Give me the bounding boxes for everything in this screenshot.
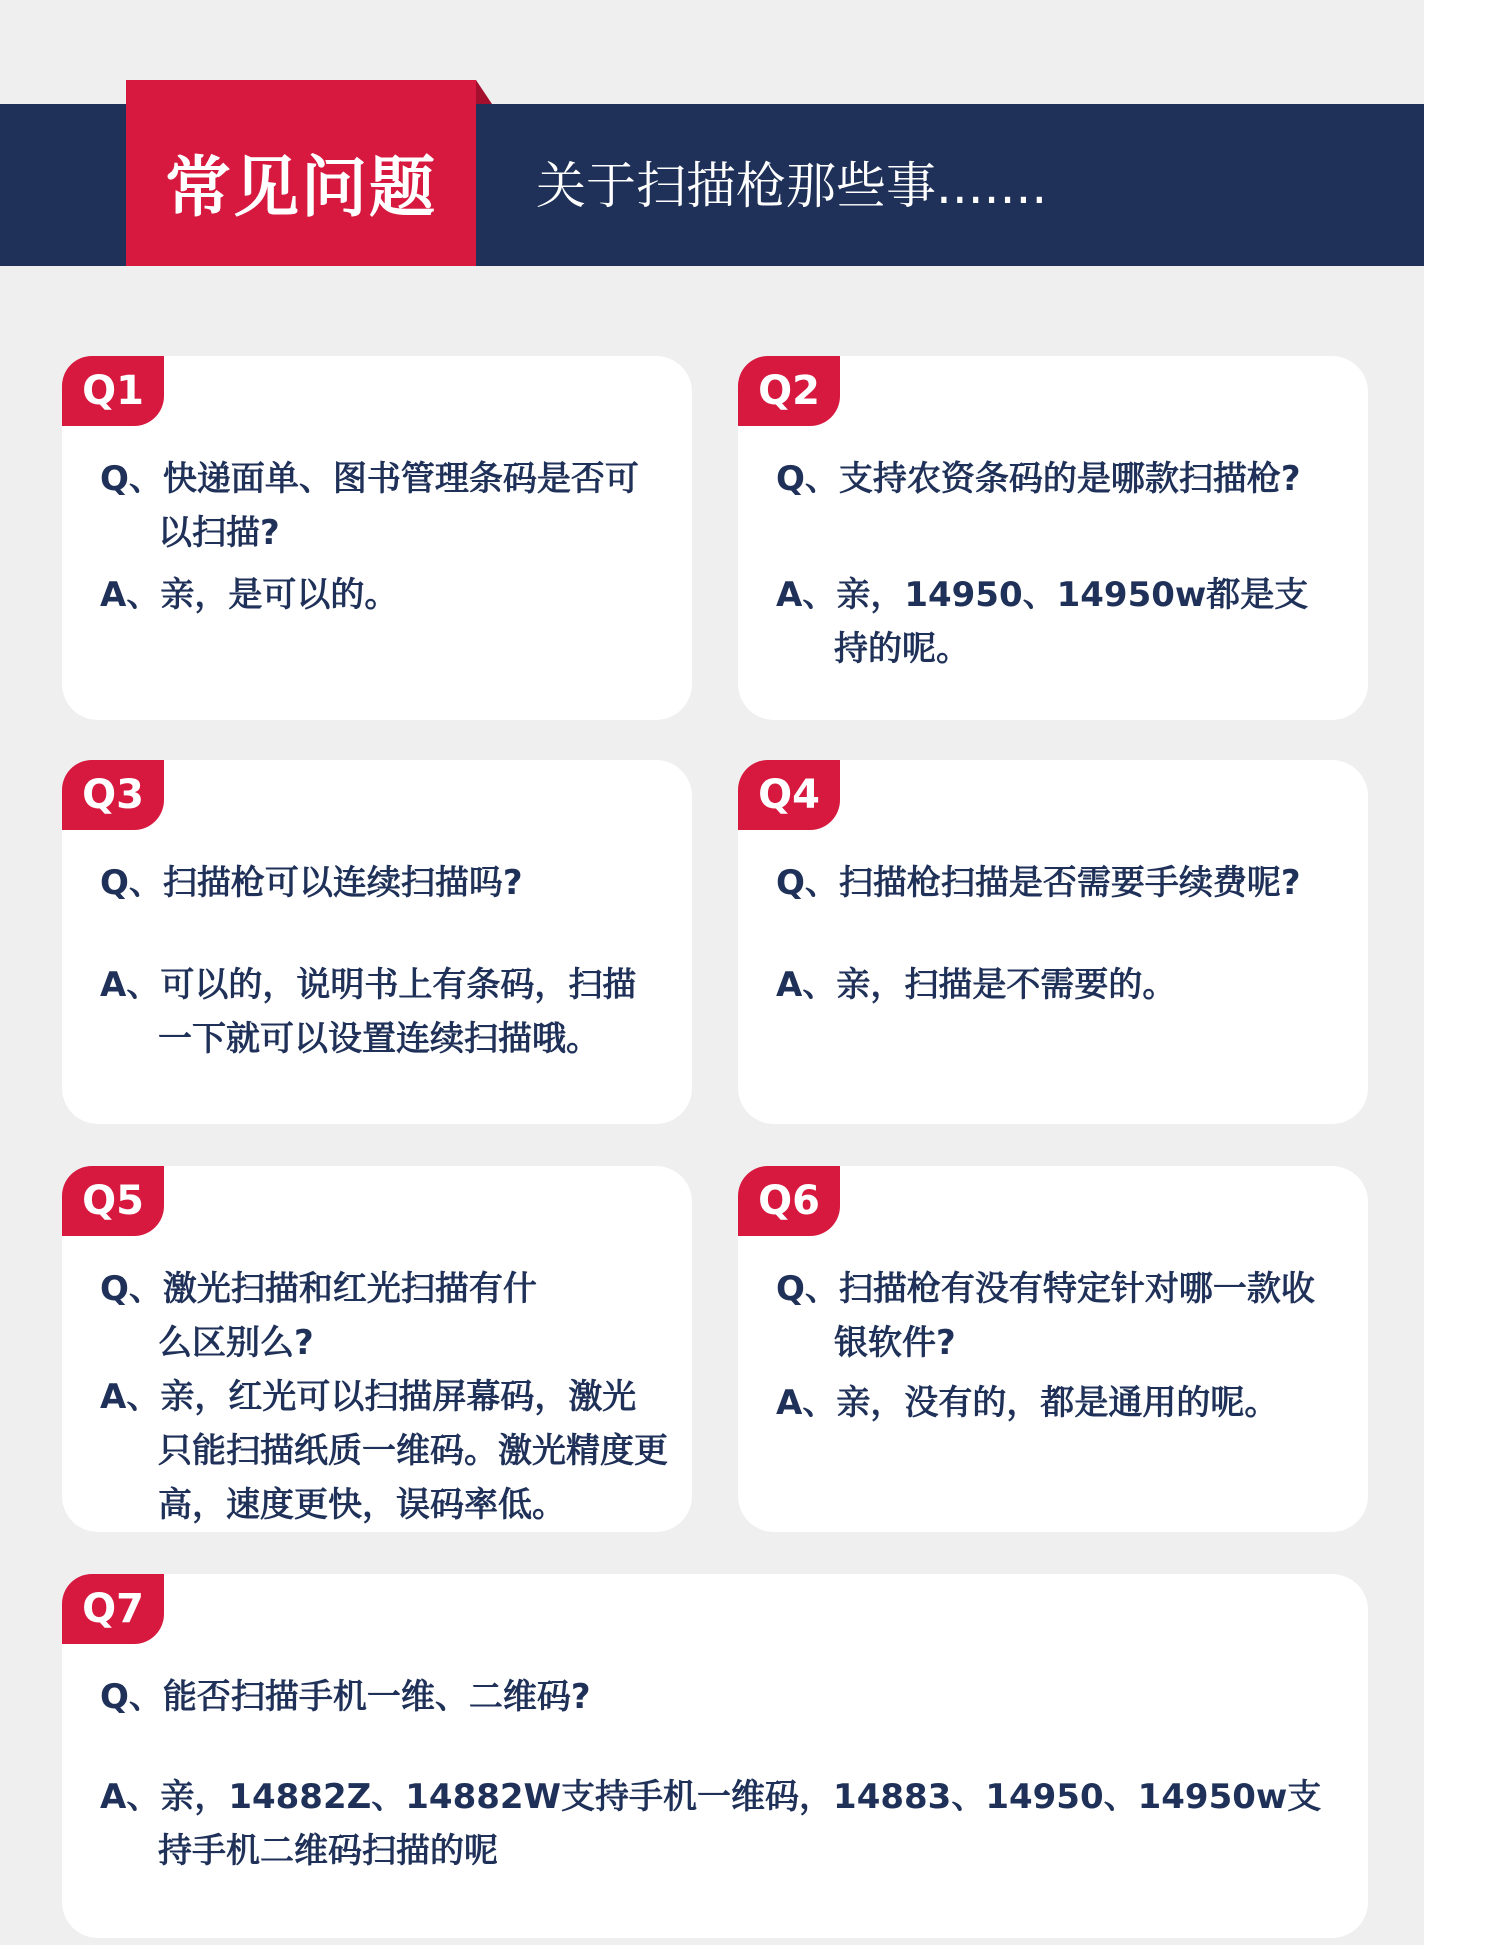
faq-question: Q、快递面单、图书管理条码是否可以扫描? — [100, 459, 639, 553]
faq-badge: Q4 — [738, 760, 840, 830]
faq-card-5 — [62, 1166, 692, 1532]
faq-question: Q、能否扫描手机一维、二维码? — [100, 1677, 591, 1717]
faq-card-3 — [62, 760, 692, 1124]
faq-question: Q、支持农资条码的是哪款扫描枪? — [776, 459, 1301, 499]
faq-card-2 — [738, 356, 1368, 720]
page-subtitle: 关于扫描枪那些事....... — [536, 157, 1048, 215]
faq-question: Q、扫描枪可以连续扫描吗? — [100, 863, 523, 903]
faq-badge: Q7 — [62, 1574, 164, 1644]
faq-question: Q、激光扫描和红光扫描有什么区别么? — [100, 1269, 537, 1363]
faq-answer: A、可以的，说明书上有条码，扫描一下就可以设置连续扫描哦。 — [100, 965, 637, 1059]
faq-badge: Q3 — [62, 760, 164, 830]
faq-badge: Q2 — [738, 356, 840, 426]
faq-badge: Q5 — [62, 1166, 164, 1236]
title-tab — [126, 80, 476, 266]
page-title: 常见问题 — [165, 148, 437, 226]
faq-badge: Q6 — [738, 1166, 840, 1236]
faq-card-1 — [62, 356, 692, 720]
faq-answer: A、亲，扫描是不需要的。 — [776, 965, 1177, 1005]
faq-card-7 — [62, 1574, 1368, 1938]
faq-question: Q、扫描枪有没有特定针对哪一款收银软件? — [776, 1269, 1315, 1363]
faq-answer: A、亲，是可以的。 — [100, 575, 399, 615]
faq-answer: A、亲，红光可以扫描屏幕码，激光只能扫描纸质一维码。激光精度更高，速度更快，误码率低。 — [100, 1377, 668, 1525]
faq-answer: A、亲，没有的，都是通用的呢。 — [776, 1383, 1279, 1423]
faq-card-6 — [738, 1166, 1368, 1532]
faq-answer: A、亲，14882Z、14882W支持手机一维码，14883、14950、14950w支持手机二维码扫描的呢 — [100, 1777, 1322, 1871]
faq-badge: Q1 — [62, 356, 164, 426]
faq-answer: A、亲，14950、14950w都是支持的呢。 — [776, 575, 1309, 669]
faq-question: Q、扫描枪扫描是否需要手续费呢? — [776, 863, 1301, 903]
faq-card-4 — [738, 760, 1368, 1124]
